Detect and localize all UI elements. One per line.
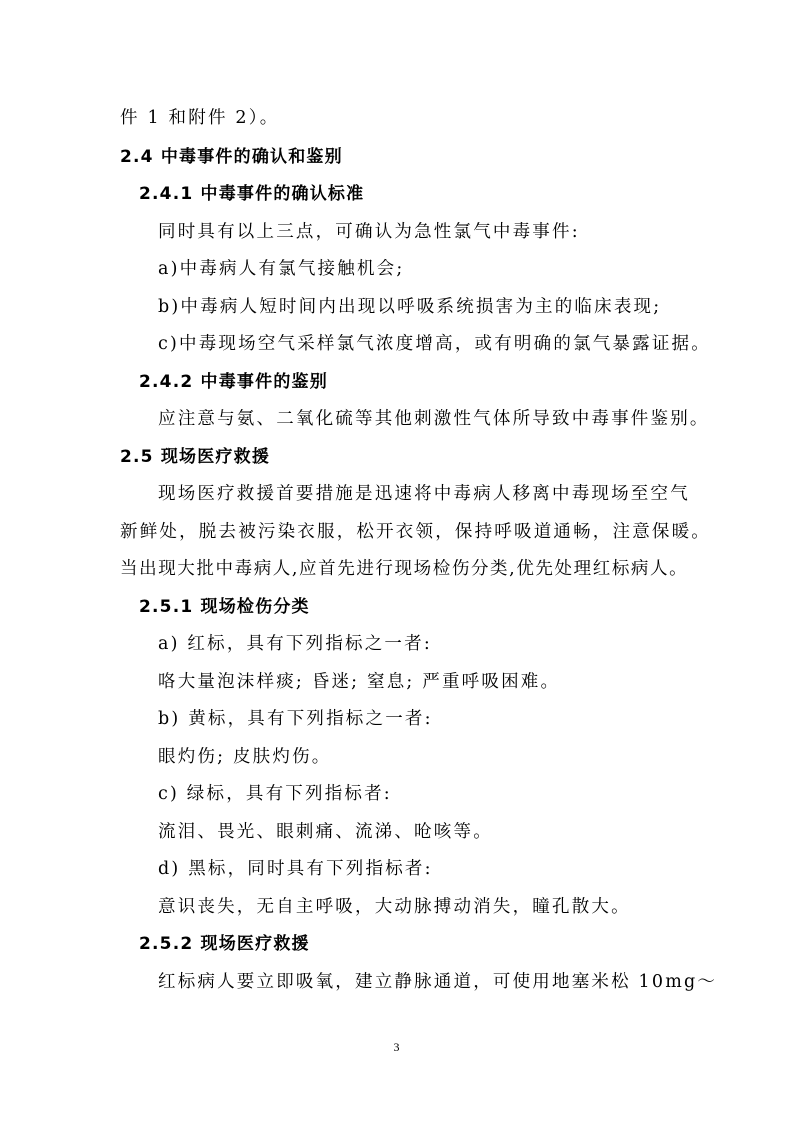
paragraph-criteria-intro: 同时具有以上三点，可确认为急性氯气中毒事件: (158, 222, 580, 242)
subsection-heading-2-4-2: 2.4.2 中毒事件的鉴别 (139, 372, 328, 392)
subsection-heading-2-4-1: 2.4.1 中毒事件的确认标准 (139, 184, 365, 204)
triage-black-criteria: 意识丧失，无自主呼吸，大动脉搏动消失，瞳孔散大。 (158, 897, 631, 917)
triage-red-criteria: 咯大量泡沫样痰; 昏迷; 窒息; 严重呼吸困难。 (158, 672, 561, 692)
triage-yellow-label: b) 黄标，具有下列指标之一者: (158, 709, 433, 729)
section-heading-2-5: 2.5 现场医疗救援 (120, 447, 271, 467)
paragraph-rescue-line-3: 当出现大批中毒病人,应首先进行现场检伤分类,优先处理红标病人。 (120, 559, 689, 579)
subsection-heading-2-5-1: 2.5.1 现场检伤分类 (139, 597, 310, 617)
paragraph-rescue-line-2: 新鲜处，脱去被污染衣服，松开衣领，保持呼吸道通畅，注意保暖。 (120, 522, 711, 542)
page-number: 3 (393, 1040, 400, 1054)
paragraph-red-treatment: 红标病人要立即吸氧，建立静脉通道，可使用地塞米松 10mg～ (158, 972, 718, 992)
triage-black-label: d) 黑标，同时具有下列指标者: (158, 859, 433, 879)
list-item-criteria-a: a)中毒病人有氯气接触机会; (158, 259, 405, 279)
triage-yellow-criteria: 眼灼伤; 皮肤灼伤。 (158, 747, 332, 767)
section-heading-2-4: 2.4 中毒事件的确认和鉴别 (120, 147, 343, 167)
paragraph-differential: 应注意与氨、二氧化硫等其他刺激性气体所导致中毒事件鉴别。 (158, 409, 710, 429)
triage-green-label: c) 绿标，具有下列指标者: (158, 784, 392, 804)
triage-red-label: a) 红标，具有下列指标之一者: (158, 634, 432, 654)
triage-green-criteria: 流泪、畏光、眼刺痛、流涕、呛咳等。 (158, 822, 493, 842)
list-item-criteria-c: c)中毒现场空气采样氯气浓度增高，或有明确的氯气暴露证据。 (158, 334, 711, 354)
paragraph-continuation: 件 1 和附件 2）。 (120, 108, 280, 128)
subsection-heading-2-5-2: 2.5.2 现场医疗救援 (139, 934, 310, 954)
paragraph-rescue-line-1: 现场医疗救援首要措施是迅速将中毒病人移离中毒现场至空气 (158, 484, 690, 504)
list-item-criteria-b: b)中毒病人短时间内出现以呼吸系统损害为主的临床表现; (158, 297, 662, 317)
